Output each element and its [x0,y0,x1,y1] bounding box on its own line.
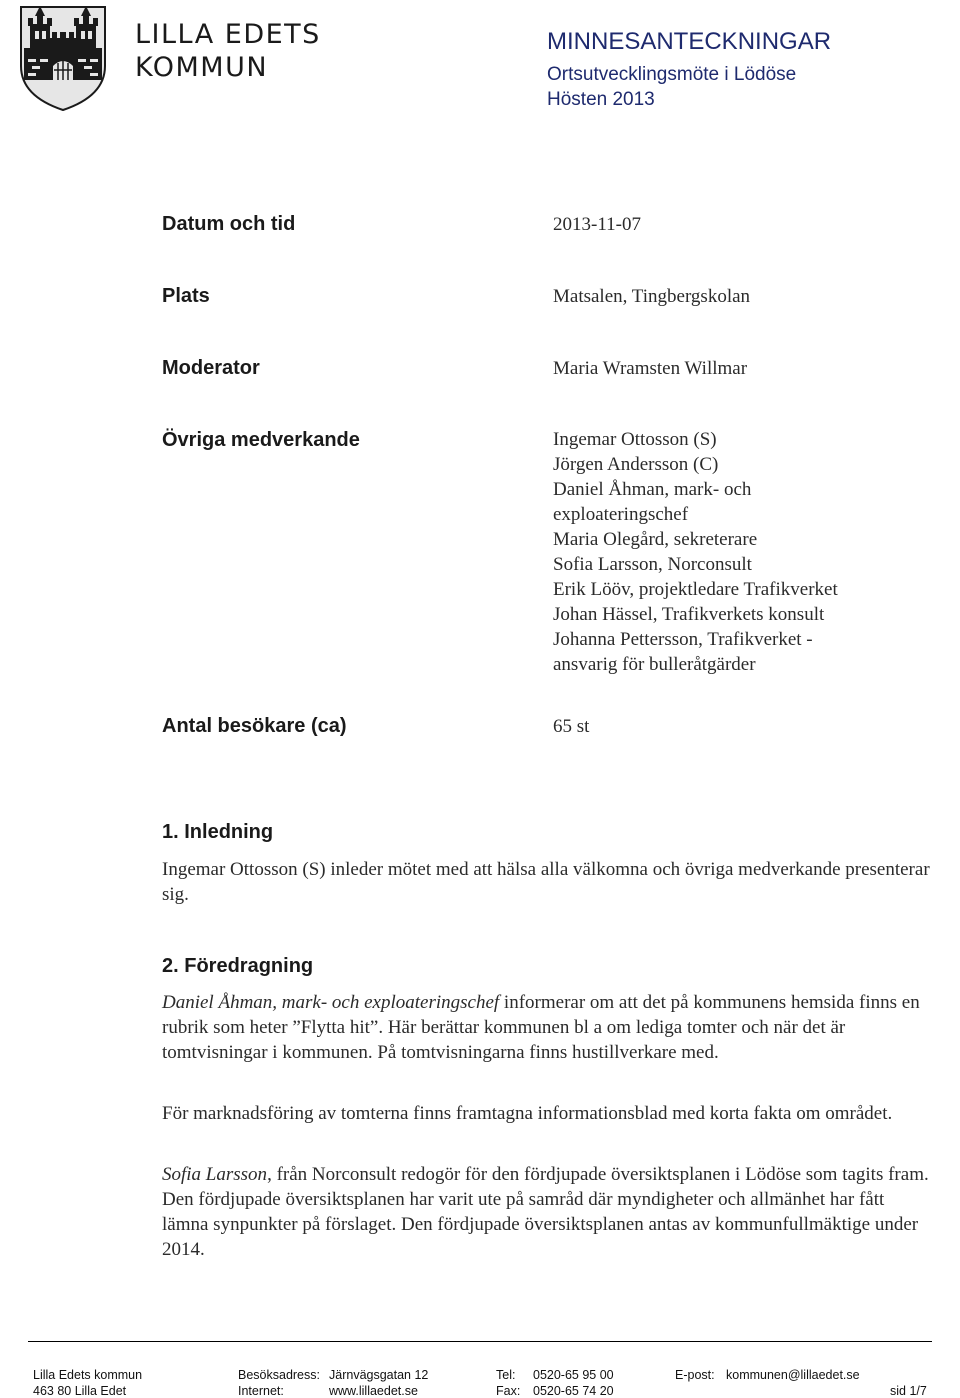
date-value: 2013-11-07 [553,214,641,235]
participant-item: exploateringschef [553,504,689,525]
paragraph-text: , från Norconsult redogör för den fördjupade översiktsplanen i Lödöse som tagits fram. Den fördjupade översiktsplanen har varit ute på samråd där myndigheter och allmänhet har fått lämna synpunkter på förslaget. Den fördjupade översiktsplanen antas av kommunfullmäktige under 2014. [162,1164,929,1260]
document-subtitle-meeting: Ortsutvecklingsmöte i Lödöse [547,64,797,85]
section-1-title: 1. Inledning [162,821,274,843]
footer-fax-value: 0520-65 74 20 [533,1384,614,1398]
participant-item: Jörgen Andersson (C) [553,454,719,475]
section-1-text: Ingemar Ottosson (S) inleder mötet med att hälsa alla välkomna och övriga medverkande presenterar sig. [162,859,930,905]
speaker-name: Sofia Larsson [162,1164,268,1185]
visitors-value: 65 st [553,716,590,737]
section-2-paragraph-3 [162,1162,932,1262]
footer-web-label: Internet: [238,1384,284,1398]
footer-tel-label: Tel: [496,1368,516,1382]
footer-email-link[interactable]: kommunen@lillaedet.se [726,1368,860,1382]
participant-item: Johanna Pettersson, Trafikverket - [553,629,813,650]
place-label: Plats [162,285,210,307]
footer-visit-label: Besöksadress: [238,1368,320,1382]
section-2-title: 2. Föredragning [162,955,314,977]
paragraph-text: informerar om att det på kommunens hemsida finns en rubrik som heter ”Flytta hit”. Här berättar kommunen bl a om lediga tomter och när det är tomtvisningar i kommunen. På tomtvisningarna finns hustillverkare med. [162,992,920,1063]
moderator-value: Maria Wramsten Willmar [553,358,748,379]
speaker-name: Daniel Åhman, mark- och exploateringschef [162,992,500,1013]
section-2-paragraph-1 [162,990,932,1065]
date-label: Datum och tid [162,213,296,235]
visitors-label: Antal besökare (ca) [162,715,347,737]
participant-item: Erik Lööv, projektledare Trafikverket [553,579,838,600]
coat-of-arms-icon [18,4,108,112]
footer-fax-label: Fax: [496,1384,521,1398]
footer-postal: 463 80 Lilla Edet [33,1384,127,1398]
moderator-label: Moderator [162,357,260,379]
section-2-paragraph-2: För marknadsföring av tomterna finns framtagna informationsblad med korta fakta om området. [162,1103,893,1124]
page-number: sid 1/7 [890,1384,927,1398]
footer-visit-value: Järnvägsgatan 12 [329,1368,429,1382]
document-title: MINNESANTECKNINGAR [547,28,832,55]
footer-email-label: E-post: [675,1368,715,1382]
footer-divider [28,1341,932,1342]
footer-org-name: Lilla Edets kommun [33,1368,143,1382]
place-value: Matsalen, Tingbergskolan [553,286,751,307]
participants-label: Övriga medverkande [162,429,360,451]
participant-item: ansvarig för bulleråtgärder [553,654,756,675]
org-name-line1: LILLA EDETS [135,19,321,50]
org-name-line2: KOMMUN [135,52,269,83]
org-name [135,18,321,84]
participant-item: Maria Olegård, sekreterare [553,529,758,550]
participant-item: Ingemar Ottosson (S) [553,429,717,450]
footer-tel-value: 0520-65 95 00 [533,1368,614,1382]
footer-web-link[interactable]: www.lillaedet.se [329,1384,418,1398]
participant-item: Daniel Åhman, mark- och [553,479,752,500]
document-subtitle-season: Hösten 2013 [547,89,655,110]
participant-item: Johan Hässel, Trafikverkets konsult [553,604,825,625]
participant-item: Sofia Larsson, Norconsult [553,554,752,575]
participants-list [553,427,838,677]
